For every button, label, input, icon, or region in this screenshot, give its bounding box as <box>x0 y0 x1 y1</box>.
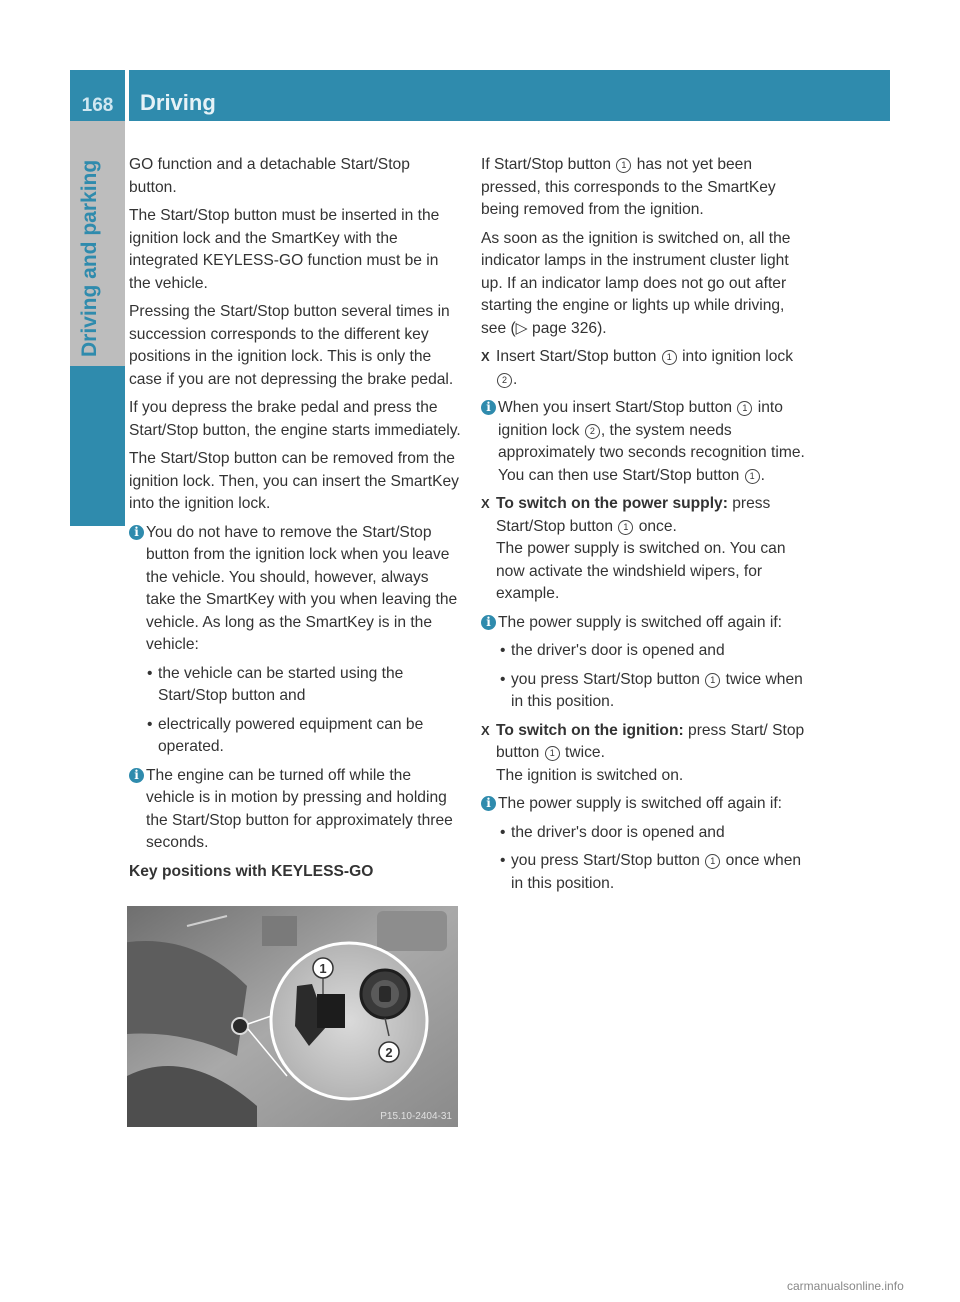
section-title: Driving <box>129 70 890 121</box>
page-reference[interactable]: page 326 <box>532 319 598 337</box>
step-result: The power supply is switched on. You can now activate the windshield wipers, for example. <box>496 540 786 602</box>
list-item: • you press Start/Stop button 1 twice when in this position. <box>500 670 803 710</box>
info-note: i When you insert Start/Stop button 1 into ignition lock 2 , the system needs approximately two seconds recognition time. You can then use Start/Stop button 1 . <box>481 397 813 487</box>
bullet-icon: • <box>500 823 506 841</box>
side-tab <box>70 121 125 366</box>
info-icon: i <box>481 400 496 415</box>
paragraph: As soon as the ignition is switched on, all the indicator lamps in the instrument cluster light up. If an indicator lamp does not go out after starting the engine or lights up while driving, see (▷ page 326). <box>481 229 791 337</box>
callout-1-icon: 1 <box>662 350 677 365</box>
list-item: • you press Start/Stop button 1 once when in this position. <box>500 852 802 892</box>
paragraph: The Start/Stop button must be inserted in the ignition lock and the SmartKey with the integrated KEYLESS-GO function must be in the vehicle. <box>129 207 440 292</box>
info-icon: i <box>481 615 496 630</box>
bullet-icon: • <box>500 852 506 869</box>
info-icon: i <box>481 796 496 811</box>
info-note: i The power supply is switched off again if: <box>481 793 813 816</box>
left-column <box>129 154 461 891</box>
callout-1: 1 <box>319 961 327 976</box>
step-item: X To switch on the ignition: press Start/ Stop button 1 twice. The ignition is switched on. <box>481 721 805 784</box>
paragraph: If you depress the brake pedal and press the Start/Stop button, the engine starts immediately. <box>129 399 461 439</box>
list-item: • the driver's door is opened and <box>496 822 813 845</box>
callout-1-icon: 1 <box>616 158 631 173</box>
paragraph: GO function and a detachable Start/Stop button. <box>129 156 410 196</box>
bullet-icon: • <box>500 670 506 688</box>
callout-1-icon: 1 <box>618 520 633 535</box>
paragraph: If Start/Stop button 1 has not yet been pressed, this corresponds to the SmartKey being removed from the ignition. <box>481 156 776 218</box>
section-heading: Key positions with KEYLESS-GO <box>129 862 374 880</box>
list-item <box>143 663 461 708</box>
bullet-icon: • <box>147 715 153 733</box>
info-text: You do not have to remove the Start/Stop button from the ignition lock when you leave the vehicle. You should, however, always take the SmartKey with you when leaving the vehicle. As long as the SmartKey is in the vehicle: <box>146 523 458 653</box>
info-icon: i <box>129 768 144 783</box>
callout-1-icon: 1 <box>705 854 720 869</box>
list-item-text: electrically powered equipment can be operated. <box>158 715 424 755</box>
info-text: The engine can be turned off while the vehicle is in motion by pressing and holding the Start/Stop button for approximately three seconds. <box>146 766 453 851</box>
step-result: The ignition is switched on. <box>496 766 684 784</box>
callout-1-icon: 1 <box>705 673 720 688</box>
callout-2-icon: 2 <box>497 373 512 388</box>
info-icon: i <box>129 525 144 540</box>
footer-watermark: carmanualsonline.info <box>787 1279 904 1293</box>
step-arrow-icon: X <box>481 349 490 364</box>
side-tab-label: Driving and parking <box>78 159 101 357</box>
paragraph: The Start/Stop button can be removed from the ignition lock. Then, you can insert the SmartKey into the ignition lock. <box>129 450 459 512</box>
dashboard-illustration <box>127 906 458 1127</box>
bullet-icon: • <box>500 642 506 659</box>
list-item-text: the vehicle can be started using the Start/Stop button and <box>158 664 404 704</box>
step-item: X To switch on the power supply: press Start/Stop button 1 once. The power supply is switched on. You can now activate the windshield wipers, for example. <box>481 495 786 602</box>
list-item <box>143 714 461 759</box>
ref-arrow-icon: ▷ <box>515 319 528 337</box>
figure-code: P15.10-2404-31 <box>380 1111 452 1122</box>
step-arrow-icon: X <box>481 496 490 511</box>
right-column <box>481 154 813 901</box>
step-item: X Insert Start/Stop button 1 into ignition lock 2 . <box>481 348 794 388</box>
page-number: 168 <box>70 70 125 121</box>
info-note <box>129 522 461 657</box>
callout-1-icon: 1 <box>745 469 760 484</box>
paragraph: Pressing the Start/Stop button several times in succession corresponds to the different key positions in the ignition lock. This is only the case if you are not depressing the brake pedal. <box>129 303 454 388</box>
ignition-photo <box>127 906 458 1127</box>
info-note: i The power supply is switched off again if: <box>481 612 813 635</box>
side-block <box>70 366 125 526</box>
callout-2: 2 <box>385 1045 393 1060</box>
list-item: • the driver's door is opened and <box>496 640 813 663</box>
callout-1-icon: 1 <box>545 746 560 761</box>
callout-2-icon: 2 <box>585 424 600 439</box>
callout-1-icon: 1 <box>737 401 752 416</box>
bullet-icon: • <box>147 664 153 682</box>
step-arrow-icon: X <box>481 722 490 738</box>
info-note <box>129 765 461 855</box>
